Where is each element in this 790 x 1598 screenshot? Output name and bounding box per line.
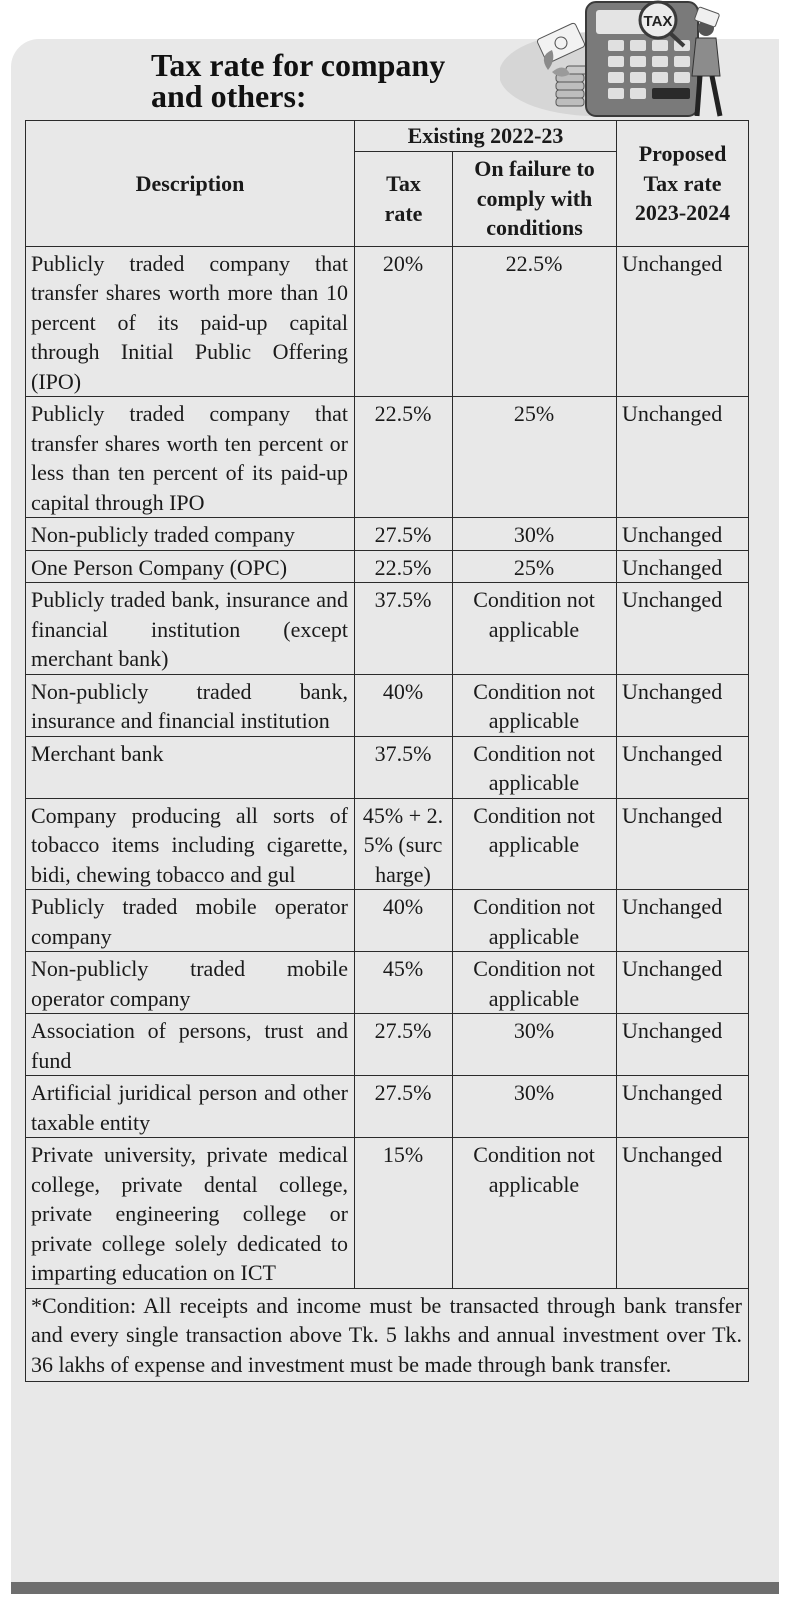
table-row bbox=[26, 798, 749, 890]
table-row bbox=[26, 952, 749, 1014]
row-proposed-rate: Unchanged bbox=[617, 550, 749, 583]
row-description: Non-publicly traded bank, insurance and financial institution bbox=[26, 674, 355, 736]
tax-rate-header bbox=[355, 151, 453, 246]
tax-rate-header-line-2: rate bbox=[384, 200, 423, 226]
row-failure-rate: Condition not applicable bbox=[453, 674, 617, 736]
row-failure-rate: 22.5% bbox=[453, 246, 617, 397]
row-tax-rate: 45% + 2.5% (surcharge) bbox=[355, 798, 453, 890]
on-failure-header-line-3: conditions bbox=[486, 215, 583, 241]
table-row bbox=[26, 1076, 749, 1138]
row-proposed-rate: Unchanged bbox=[617, 952, 749, 1014]
proposed-header-line-3: 2023-2024 bbox=[634, 200, 731, 225]
row-description: Association of persons, trust and fund bbox=[26, 1014, 355, 1076]
row-failure-rate: Condition not applicable bbox=[453, 736, 617, 798]
row-failure-rate: 25% bbox=[453, 397, 617, 518]
row-tax-rate: 45% bbox=[355, 952, 453, 1014]
footnote-row bbox=[26, 1288, 749, 1382]
header-row-1 bbox=[26, 121, 749, 152]
condition-footnote: *Condition: All receipts and income must be transacted through bank transfer and every single transaction above Tk. 5 lakhs and annual investment over Tk. 36 lakhs of expense and investment must be made through bank transfer. bbox=[26, 1288, 749, 1382]
row-proposed-rate: Unchanged bbox=[617, 674, 749, 736]
row-tax-rate: 27.5% bbox=[355, 518, 453, 551]
row-proposed-rate: Unchanged bbox=[617, 1014, 749, 1076]
row-description: Private university, private medical college, private dental college, private engineering college or private college solely dedicated to imparting education on ICT bbox=[26, 1138, 355, 1289]
table-row bbox=[26, 246, 749, 397]
table-row bbox=[26, 1138, 749, 1289]
row-tax-rate: 40% bbox=[355, 890, 453, 952]
row-tax-rate: 40% bbox=[355, 674, 453, 736]
row-tax-rate: 15% bbox=[355, 1138, 453, 1289]
row-description: Non-publicly traded company bbox=[26, 518, 355, 551]
row-failure-rate: 25% bbox=[453, 550, 617, 583]
row-tax-rate: 20% bbox=[355, 246, 453, 397]
title-line-1: Tax rate for company bbox=[151, 47, 446, 83]
row-failure-rate: Condition not applicable bbox=[453, 1138, 617, 1289]
row-failure-rate: Condition not applicable bbox=[453, 583, 617, 675]
row-proposed-rate: Unchanged bbox=[617, 890, 749, 952]
row-tax-rate: 22.5% bbox=[355, 397, 453, 518]
table-row bbox=[26, 890, 749, 952]
row-description: Merchant bank bbox=[26, 736, 355, 798]
row-description: Publicly traded company that transfer shares worth more than 10 percent of its paid-up capital through Initial Public Offering (IPO) bbox=[26, 246, 355, 397]
proposed-header bbox=[617, 121, 749, 247]
description-header: Description bbox=[26, 121, 355, 247]
table-row bbox=[26, 397, 749, 518]
row-description: Publicly traded bank, insurance and financial institution (except merchant bank) bbox=[26, 583, 355, 675]
row-tax-rate: 37.5% bbox=[355, 736, 453, 798]
on-failure-header-line-2: comply with bbox=[476, 185, 593, 211]
row-failure-rate: Condition not applicable bbox=[453, 952, 617, 1014]
row-description: One Person Company (OPC) bbox=[26, 550, 355, 583]
bottom-divider bbox=[11, 1582, 779, 1594]
row-description: Company producing all sorts of tobacco items including cigarette, bidi, chewing tobacco and gul bbox=[26, 798, 355, 890]
table-row bbox=[26, 736, 749, 798]
proposed-header-line-1: Proposed bbox=[638, 141, 727, 166]
row-failure-rate: Condition not applicable bbox=[453, 798, 617, 890]
table-row bbox=[26, 1014, 749, 1076]
row-tax-rate: 27.5% bbox=[355, 1014, 453, 1076]
table-row bbox=[26, 550, 749, 583]
row-failure-rate: 30% bbox=[453, 1014, 617, 1076]
row-description: Artificial juridical person and other taxable entity bbox=[26, 1076, 355, 1138]
row-proposed-rate: Unchanged bbox=[617, 1076, 749, 1138]
existing-header: Existing 2022-23 bbox=[355, 121, 617, 152]
row-description: Non-publicly traded mobile operator company bbox=[26, 952, 355, 1014]
proposed-header-line-2: Tax rate bbox=[643, 170, 722, 196]
tax-rate-table bbox=[25, 120, 749, 1382]
tax-rate-header-line-1: Tax bbox=[386, 171, 421, 196]
row-proposed-rate: Unchanged bbox=[617, 1138, 749, 1289]
page-title bbox=[151, 47, 446, 114]
row-description: Publicly traded company that transfer shares worth ten percent or less than ten percent of its paid-up capital through IPO bbox=[26, 397, 355, 518]
table-row bbox=[26, 518, 749, 551]
row-failure-rate: Condition not applicable bbox=[453, 890, 617, 952]
table-row bbox=[26, 674, 749, 736]
row-tax-rate: 22.5% bbox=[355, 550, 453, 583]
row-proposed-rate: Unchanged bbox=[617, 397, 749, 518]
row-tax-rate: 27.5% bbox=[355, 1076, 453, 1138]
row-proposed-rate: Unchanged bbox=[617, 246, 749, 397]
tax-calculator-illustration bbox=[500, 0, 762, 122]
row-proposed-rate: Unchanged bbox=[617, 518, 749, 551]
row-proposed-rate: Unchanged bbox=[617, 736, 749, 798]
row-failure-rate: 30% bbox=[453, 1076, 617, 1138]
row-proposed-rate: Unchanged bbox=[617, 798, 749, 890]
on-failure-header-line-1: On failure to bbox=[474, 156, 595, 182]
row-proposed-rate: Unchanged bbox=[617, 583, 749, 675]
row-description: Publicly traded mobile operator company bbox=[26, 890, 355, 952]
tax-badge: TAX bbox=[643, 13, 673, 30]
row-tax-rate: 37.5% bbox=[355, 583, 453, 675]
title-line-2: and others: bbox=[151, 78, 307, 114]
table-row bbox=[26, 583, 749, 675]
row-failure-rate: 30% bbox=[453, 518, 617, 551]
on-failure-header bbox=[453, 151, 617, 246]
